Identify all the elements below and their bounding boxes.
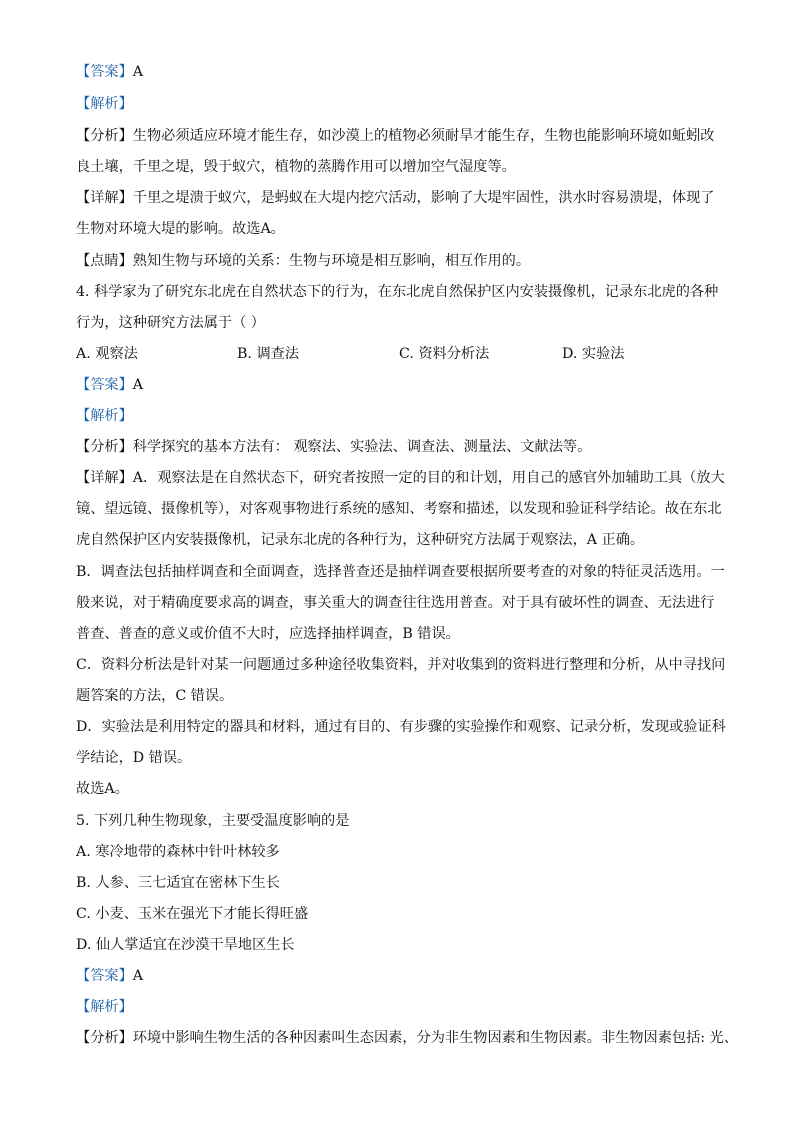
q5-answer-line [76, 967, 143, 985]
answer-tag: 【答案】 [76, 377, 133, 393]
q3-fenxi-line1 [76, 127, 714, 145]
answer-value: A [132, 64, 144, 80]
fenxi-tag: 【分析】 [76, 1030, 133, 1046]
q4-xiangjie-line1 [76, 469, 725, 487]
analysis-tag: 【解析】 [76, 408, 133, 424]
q3-fenxi-line2: 良土壤，千里之堤，毁于蚁穴，植物的蒸腾作用可以增加空气湿度等。 [76, 159, 516, 175]
q4-option-b: B. 调查法 [237, 346, 300, 362]
q4-option-a: A. 观察法 [76, 346, 138, 362]
fenxi-text: 生物必须适应环境才能生存，如沙漠上的植物必须耐旱才能生存，生物也能影响环境如蚯蚓改 [132, 128, 715, 144]
fenxi-tag: 【分析】 [76, 439, 133, 455]
q5-fenxi-line [76, 1029, 738, 1047]
q5-option-b: B. 人参、三七适宜在密林下生长 [76, 875, 280, 891]
q5-option-a: A. 寒冷地带的森林中针叶林较多 [76, 844, 280, 860]
q4-b-line3: 普查、普查的意义或价值不大时，应选择抽样调查，B 错误。 [76, 626, 460, 642]
q5-option-d: D. 仙人掌适宜在沙漠干旱地区生长 [76, 937, 295, 953]
q5-stem: 5. 下列几种生物现象，主要受温度影响的是 [76, 813, 350, 829]
answer-tag: 【答案】 [76, 968, 133, 984]
q4-xiangjie-line2: 镜、望远镜、摄像机等），对客观事物进行系统的感知、考察和描述，以发现和验证科学结论。故在东北 [76, 501, 722, 517]
q5-option-c: C. 小麦、玉米在强光下才能长得旺盛 [76, 906, 309, 922]
xiangjie-text: 千里之堤溃于蚁穴，是蚂蚁在大堤内挖穴活动，影响了大堤牢固性，洪水时容易溃堤，体现了 [132, 190, 715, 206]
q3-xiangjie-line1 [76, 189, 714, 207]
xiangjie-text: A．观察法是在自然状态下，研究者按照一定的目的和计划，用自己的感官外加辅助工具（放大 [132, 470, 725, 486]
xiangjie-tag: 【详解】 [76, 190, 133, 206]
q4-xiangjie-line3: 虎自然保护区内安装摄像机，记录东北虎的各种行为，这种研究方法属于观察法，A 正确。 [76, 532, 645, 548]
q3-xiangjie-line2: 生物对环境大堤的影响。故选A。 [76, 221, 285, 237]
q4-answer-line [76, 376, 143, 394]
answer-value: A [132, 377, 144, 393]
answer-value: A [132, 968, 144, 984]
q4-b-line2: 般来说，对于精确度要求高的调查，事关重大的调查往往选用普查。对于具有破坏性的调查、无法进行 [76, 595, 715, 611]
fenxi-text: 环境中影响生物生活的各种因素叫生态因素，分为非生物因素和生物因素。非生物因素包括: 光、 [132, 1030, 738, 1046]
q4-conclusion: 故选A。 [76, 781, 129, 797]
q3-analysis-line [76, 95, 133, 113]
fenxi-text: 科学探究的基本方法有： 观察法、实验法、调查法、测量法、文献法等。 [132, 439, 592, 455]
dianjing-tag: 【点睛】 [76, 253, 133, 269]
q4-option-d: D. 实验法 [562, 346, 625, 362]
q4-c-line1: C．资料分析法是针对某一问题通过多种途径收集资料，并对收集到的资料进行整理和分析，从中寻找问 [76, 657, 726, 673]
q3-answer-line [76, 63, 143, 81]
dianjing-text: 熟知生物与环境的关系：生物与环境是相互影响，相互作用的。 [132, 253, 531, 269]
q4-stem-line2: 行为，这种研究方法属于（ ） [76, 315, 265, 331]
q4-analysis-line [76, 407, 133, 425]
q4-b-line1: B．调查法包括抽样调查和全面调查，选择普查还是抽样调查要根据所要考查的对象的特征灵活选用。一 [76, 564, 725, 580]
fenxi-tag: 【分析】 [76, 128, 133, 144]
q4-fenxi-line [76, 438, 591, 456]
q4-d-line1: D．实验法是利用特定的器具和材料，通过有目的、有步骤的实验操作和观察、记录分析，发现或验证科 [76, 719, 726, 735]
q4-stem-line1: 4. 科学家为了研究东北虎在自然状态下的行为，在东北虎自然保护区内安装摄像机，记录东北虎的各种 [76, 284, 719, 300]
q4-c-line2: 题答案的方法，C 错误。 [76, 688, 234, 704]
q5-analysis-line [76, 998, 133, 1016]
q3-dianjing-line [76, 252, 530, 270]
q4-option-c: C. 资料分析法 [399, 346, 490, 362]
analysis-tag: 【解析】 [76, 96, 133, 112]
q4-d-line2: 学结论，D 错误。 [76, 750, 192, 766]
answer-tag: 【答案】 [76, 64, 133, 80]
xiangjie-tag: 【详解】 [76, 470, 133, 486]
analysis-tag: 【解析】 [76, 999, 133, 1015]
